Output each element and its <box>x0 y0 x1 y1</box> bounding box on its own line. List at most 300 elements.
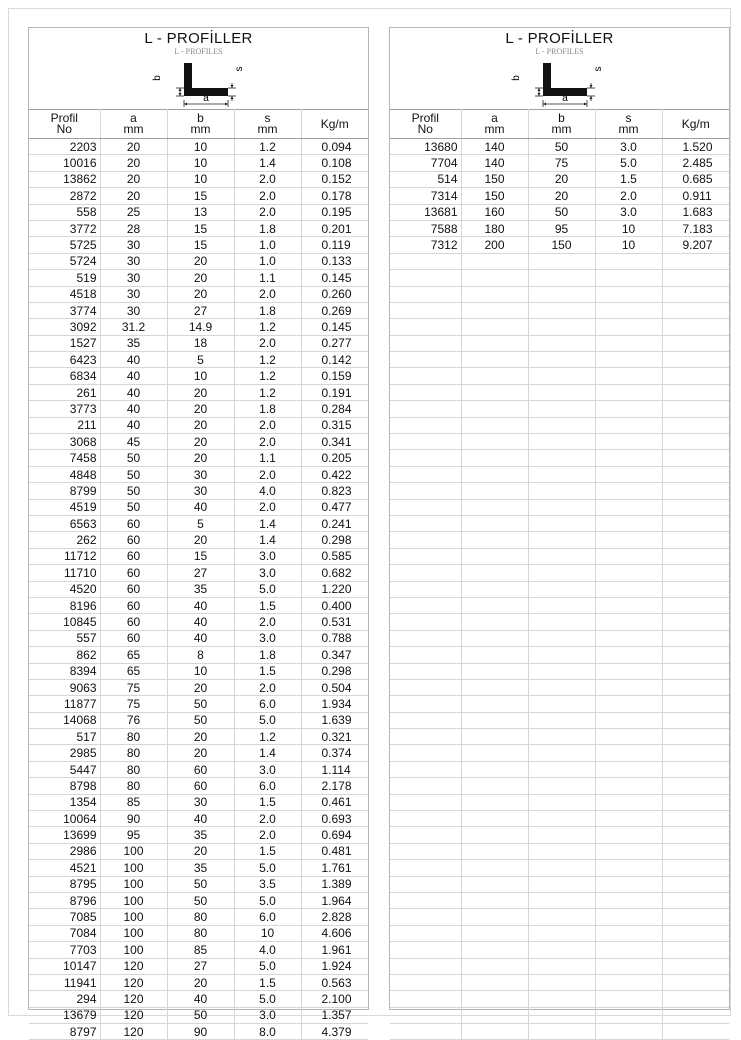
cell-kg-m <box>662 368 729 384</box>
cell-s: 2.0 <box>234 335 301 351</box>
cell-profile-no <box>390 483 461 499</box>
cell-a: 60 <box>100 581 167 597</box>
cell-a <box>461 761 528 777</box>
cell-kg-m: 9.207 <box>662 237 729 253</box>
table-row <box>29 647 368 663</box>
cell-s: 2.0 <box>595 188 662 204</box>
cell-profile-no: 11877 <box>29 696 100 712</box>
cell-kg-m <box>662 663 729 679</box>
cell-a: 160 <box>461 204 528 220</box>
cell-a: 60 <box>100 630 167 646</box>
cell-b: 50 <box>528 204 595 220</box>
table-row <box>29 925 368 941</box>
empty-table-row <box>390 827 729 843</box>
cell-profile-no: 261 <box>29 384 100 400</box>
cell-profile-no: 7703 <box>29 942 100 958</box>
cell-kg-m: 2.828 <box>301 909 368 925</box>
cell-a <box>461 909 528 925</box>
cell-profile-no <box>390 745 461 761</box>
cell-s: 1.5 <box>234 794 301 810</box>
cell-b: 10 <box>167 171 234 187</box>
cell-b: 150 <box>528 237 595 253</box>
empty-table-row <box>390 679 729 695</box>
cell-a: 120 <box>100 958 167 974</box>
cell-profile-no <box>390 302 461 318</box>
cell-b <box>528 483 595 499</box>
table-row <box>390 155 729 171</box>
cell-b: 20 <box>167 729 234 745</box>
cell-b: 40 <box>167 597 234 613</box>
cell-kg-m: 0.298 <box>301 532 368 548</box>
cell-s: 10 <box>595 237 662 253</box>
cell-kg-m: 0.823 <box>301 483 368 499</box>
cell-kg-m <box>662 319 729 335</box>
cell-profile-no <box>390 286 461 302</box>
table-row <box>390 188 729 204</box>
cell-s: 5.0 <box>234 581 301 597</box>
col-header-s: s mm <box>234 110 301 139</box>
cell-s: 2.0 <box>234 499 301 515</box>
cell-b <box>528 974 595 990</box>
cell-profile-no <box>390 450 461 466</box>
cell-b <box>528 630 595 646</box>
cell-kg-m: 4.606 <box>301 925 368 941</box>
cell-a: 25 <box>100 204 167 220</box>
page-frame <box>8 8 731 1039</box>
table-row <box>29 401 368 417</box>
cell-b: 15 <box>167 220 234 236</box>
cell-b <box>528 958 595 974</box>
cell-kg-m <box>662 581 729 597</box>
cell-s <box>595 876 662 892</box>
cell-s <box>595 679 662 695</box>
cell-kg-m: 0.142 <box>301 352 368 368</box>
cell-b: 20 <box>167 745 234 761</box>
empty-table-row <box>390 811 729 827</box>
cell-s: 1.2 <box>234 139 301 155</box>
table-row <box>390 237 729 253</box>
cell-kg-m: 0.400 <box>301 597 368 613</box>
empty-table-row <box>390 483 729 499</box>
table-row <box>29 139 368 155</box>
empty-table-row <box>390 876 729 892</box>
cell-kg-m: 0.205 <box>301 450 368 466</box>
cell-s <box>595 384 662 400</box>
cell-kg-m <box>662 745 729 761</box>
cell-s: 2.0 <box>234 171 301 187</box>
cell-b: 40 <box>167 499 234 515</box>
cell-b <box>528 991 595 1007</box>
cell-kg-m <box>662 811 729 827</box>
cell-profile-no: 8797 <box>29 1024 100 1040</box>
cell-a: 20 <box>100 139 167 155</box>
cell-s: 5.0 <box>234 712 301 728</box>
cell-b <box>528 352 595 368</box>
table-row <box>29 630 368 646</box>
cell-a: 20 <box>100 155 167 171</box>
cell-kg-m: 0.563 <box>301 974 368 990</box>
panel-title: L - PROFİLLER <box>505 30 614 47</box>
cell-kg-m <box>662 925 729 941</box>
cell-b <box>528 466 595 482</box>
table-row <box>29 991 368 1007</box>
cell-profile-no: 4518 <box>29 286 100 302</box>
empty-table-row <box>390 1007 729 1023</box>
empty-table-row <box>390 1024 729 1040</box>
cell-b: 18 <box>167 335 234 351</box>
panel-title: L - PROFİLLER <box>144 30 253 47</box>
cell-profile-no: 3774 <box>29 302 100 318</box>
cell-b: 80 <box>167 909 234 925</box>
cell-a <box>461 843 528 859</box>
cell-s <box>595 925 662 941</box>
cell-b <box>528 499 595 515</box>
table-row <box>390 171 729 187</box>
cell-profile-no <box>390 319 461 335</box>
table-row <box>29 811 368 827</box>
cell-profile-no: 2985 <box>29 745 100 761</box>
cell-b <box>528 335 595 351</box>
cell-s: 1.8 <box>234 220 301 236</box>
cell-profile-no <box>390 401 461 417</box>
cell-profile-no <box>390 417 461 433</box>
table-row <box>29 843 368 859</box>
cell-b <box>528 581 595 597</box>
cell-s <box>595 729 662 745</box>
cell-a <box>461 302 528 318</box>
cell-profile-no <box>390 778 461 794</box>
cell-a <box>461 860 528 876</box>
table-row <box>29 761 368 777</box>
table-row <box>29 745 368 761</box>
dim-label-b: b <box>152 75 163 81</box>
cell-kg-m: 2.178 <box>301 778 368 794</box>
empty-table-row <box>390 565 729 581</box>
cell-s <box>595 401 662 417</box>
cell-kg-m: 4.379 <box>301 1024 368 1040</box>
cell-a <box>461 450 528 466</box>
cell-b: 90 <box>167 1024 234 1040</box>
cell-kg-m: 0.277 <box>301 335 368 351</box>
cell-b: 35 <box>167 581 234 597</box>
cell-s: 2.0 <box>234 811 301 827</box>
cell-b <box>528 1007 595 1023</box>
cell-b <box>528 1024 595 1040</box>
cell-kg-m: 1.961 <box>301 942 368 958</box>
col-header-b: b mm <box>528 110 595 139</box>
cell-s <box>595 958 662 974</box>
cell-a: 50 <box>100 499 167 515</box>
cell-kg-m <box>662 991 729 1007</box>
table-row <box>29 466 368 482</box>
cell-profile-no: 5725 <box>29 237 100 253</box>
cell-b <box>528 302 595 318</box>
cell-b: 27 <box>167 958 234 974</box>
cell-a: 60 <box>100 597 167 613</box>
profile-table <box>29 109 368 1040</box>
cell-profile-no <box>390 565 461 581</box>
cell-a: 50 <box>100 450 167 466</box>
empty-table-row <box>390 401 729 417</box>
cell-kg-m: 0.152 <box>301 171 368 187</box>
cell-s: 1.8 <box>234 401 301 417</box>
cell-profile-no: 514 <box>390 171 461 187</box>
cell-profile-no <box>390 466 461 482</box>
cell-profile-no: 8795 <box>29 876 100 892</box>
cell-s: 1.5 <box>595 171 662 187</box>
cell-b: 20 <box>528 171 595 187</box>
col-header-profile-no: Profil No <box>29 110 100 139</box>
empty-table-row <box>390 761 729 777</box>
cell-kg-m <box>662 352 729 368</box>
cell-a: 120 <box>100 1024 167 1040</box>
cell-profile-no: 10845 <box>29 614 100 630</box>
cell-profile-no <box>390 352 461 368</box>
cell-s <box>595 532 662 548</box>
cell-s: 2.0 <box>234 827 301 843</box>
table-row <box>29 565 368 581</box>
cell-profile-no: 3773 <box>29 401 100 417</box>
cell-kg-m <box>662 483 729 499</box>
cell-b: 14.9 <box>167 319 234 335</box>
table-row <box>29 220 368 236</box>
cell-profile-no: 11710 <box>29 565 100 581</box>
cell-kg-m: 0.201 <box>301 220 368 236</box>
dim-label-s: s <box>593 66 604 72</box>
table-row <box>29 1024 368 1040</box>
cell-profile-no: 13699 <box>29 827 100 843</box>
col-header-a: a mm <box>461 110 528 139</box>
cell-a: 100 <box>100 909 167 925</box>
cell-s: 1.2 <box>234 729 301 745</box>
empty-table-row <box>390 368 729 384</box>
cell-s: 3.0 <box>234 1007 301 1023</box>
cell-a <box>461 401 528 417</box>
table-row <box>29 335 368 351</box>
cell-a <box>461 630 528 646</box>
cell-kg-m: 1.761 <box>301 860 368 876</box>
table-row <box>29 663 368 679</box>
cell-kg-m: 1.357 <box>301 1007 368 1023</box>
cell-kg-m <box>662 909 729 925</box>
cell-s: 5.0 <box>234 892 301 908</box>
cell-b: 30 <box>167 466 234 482</box>
cell-profile-no: 8798 <box>29 778 100 794</box>
cell-profile-no <box>390 942 461 958</box>
cell-s: 6.0 <box>234 778 301 794</box>
cell-kg-m: 0.461 <box>301 794 368 810</box>
cell-a: 100 <box>100 925 167 941</box>
cell-profile-no <box>390 843 461 859</box>
cell-kg-m: 0.481 <box>301 843 368 859</box>
cell-a: 35 <box>100 335 167 351</box>
cell-s: 5.0 <box>234 958 301 974</box>
cell-b: 20 <box>167 253 234 269</box>
cell-profile-no: 4848 <box>29 466 100 482</box>
table-row <box>29 1007 368 1023</box>
cell-kg-m <box>662 450 729 466</box>
cell-s <box>595 712 662 728</box>
cell-profile-no <box>390 597 461 613</box>
cell-profile-no <box>390 253 461 269</box>
cell-b <box>528 909 595 925</box>
empty-table-row <box>390 974 729 990</box>
cell-profile-no: 13679 <box>29 1007 100 1023</box>
cell-s <box>595 827 662 843</box>
cell-b: 60 <box>167 761 234 777</box>
cell-b <box>528 860 595 876</box>
cell-s: 1.1 <box>234 270 301 286</box>
table-row <box>29 974 368 990</box>
cell-b: 20 <box>167 401 234 417</box>
cell-profile-no: 4520 <box>29 581 100 597</box>
cell-b: 85 <box>167 942 234 958</box>
cell-kg-m: 1.520 <box>662 139 729 155</box>
cell-b <box>528 876 595 892</box>
cell-kg-m <box>662 597 729 613</box>
cell-b: 50 <box>167 876 234 892</box>
cell-s: 1.1 <box>234 450 301 466</box>
table-row <box>29 515 368 531</box>
cell-profile-no: 519 <box>29 270 100 286</box>
cell-b: 27 <box>167 565 234 581</box>
cell-s: 1.0 <box>234 237 301 253</box>
cell-b: 50 <box>167 712 234 728</box>
table-row <box>29 384 368 400</box>
profile-table-panel-right <box>389 27 730 1010</box>
cell-b <box>528 253 595 269</box>
cell-kg-m: 0.195 <box>301 204 368 220</box>
cell-kg-m: 1.114 <box>301 761 368 777</box>
cell-s: 1.5 <box>234 843 301 859</box>
cell-kg-m <box>662 270 729 286</box>
cell-profile-no: 7312 <box>390 237 461 253</box>
cell-b <box>528 745 595 761</box>
empty-table-row <box>390 532 729 548</box>
cell-b: 80 <box>167 925 234 941</box>
cell-a <box>461 663 528 679</box>
cell-a <box>461 958 528 974</box>
table-row <box>29 417 368 433</box>
cell-b <box>528 597 595 613</box>
cell-s <box>595 991 662 1007</box>
cell-profile-no: 3092 <box>29 319 100 335</box>
cell-kg-m <box>662 417 729 433</box>
profile-table <box>390 109 729 1040</box>
cell-kg-m: 0.422 <box>301 466 368 482</box>
cell-profile-no: 10016 <box>29 155 100 171</box>
table-row <box>390 139 729 155</box>
cell-profile-no: 211 <box>29 417 100 433</box>
cell-a <box>461 483 528 499</box>
table-row <box>29 155 368 171</box>
l-profile-diagram <box>29 28 368 108</box>
cell-b: 10 <box>167 368 234 384</box>
table-row <box>29 729 368 745</box>
cell-s: 2.0 <box>234 188 301 204</box>
cell-s: 3.5 <box>234 876 301 892</box>
cell-a <box>461 466 528 482</box>
cell-b: 40 <box>167 811 234 827</box>
cell-profile-no: 10064 <box>29 811 100 827</box>
cell-s: 1.5 <box>234 663 301 679</box>
cell-a: 80 <box>100 778 167 794</box>
cell-a: 100 <box>100 876 167 892</box>
empty-table-row <box>390 729 729 745</box>
cell-a: 65 <box>100 647 167 663</box>
cell-s <box>595 630 662 646</box>
cell-kg-m <box>662 515 729 531</box>
cell-s <box>595 860 662 876</box>
cell-kg-m: 0.133 <box>301 253 368 269</box>
cell-a <box>461 270 528 286</box>
cell-kg-m: 1.220 <box>301 581 368 597</box>
cell-s: 1.4 <box>234 155 301 171</box>
table-row <box>29 319 368 335</box>
cell-kg-m <box>662 794 729 810</box>
cell-a <box>461 1024 528 1040</box>
cell-profile-no <box>390 712 461 728</box>
cell-a <box>461 565 528 581</box>
cell-a: 85 <box>100 794 167 810</box>
cell-s: 1.8 <box>234 647 301 663</box>
cell-b: 5 <box>167 352 234 368</box>
cell-kg-m: 0.347 <box>301 647 368 663</box>
cell-s: 2.0 <box>234 417 301 433</box>
cell-profile-no: 13862 <box>29 171 100 187</box>
cell-b <box>528 417 595 433</box>
cell-b <box>528 565 595 581</box>
cell-profile-no <box>390 1007 461 1023</box>
cell-profile-no <box>390 761 461 777</box>
cell-s <box>595 352 662 368</box>
empty-table-row <box>390 286 729 302</box>
cell-kg-m <box>662 614 729 630</box>
table-row <box>29 614 368 630</box>
cell-s: 1.2 <box>234 352 301 368</box>
cell-b <box>528 663 595 679</box>
cell-s: 4.0 <box>234 483 301 499</box>
cell-b <box>528 843 595 859</box>
cell-kg-m <box>662 302 729 318</box>
cell-s <box>595 892 662 908</box>
cell-profile-no <box>390 991 461 1007</box>
cell-profile-no: 8796 <box>29 892 100 908</box>
cell-a <box>461 532 528 548</box>
cell-s: 3.0 <box>595 139 662 155</box>
cell-b: 20 <box>167 532 234 548</box>
cell-b: 20 <box>167 843 234 859</box>
cell-s: 1.4 <box>234 532 301 548</box>
cell-a <box>461 434 528 450</box>
cell-kg-m: 0.119 <box>301 237 368 253</box>
cell-a <box>461 925 528 941</box>
cell-s <box>595 286 662 302</box>
cell-a: 140 <box>461 155 528 171</box>
table-row <box>29 188 368 204</box>
cell-profile-no: 11941 <box>29 974 100 990</box>
cell-kg-m: 0.315 <box>301 417 368 433</box>
cell-profile-no: 10147 <box>29 958 100 974</box>
cell-s <box>595 417 662 433</box>
cell-b: 35 <box>167 860 234 876</box>
cell-a: 80 <box>100 745 167 761</box>
cell-s <box>595 614 662 630</box>
cell-a: 40 <box>100 352 167 368</box>
cell-a <box>461 515 528 531</box>
cell-profile-no: 558 <box>29 204 100 220</box>
cell-kg-m: 0.504 <box>301 679 368 695</box>
